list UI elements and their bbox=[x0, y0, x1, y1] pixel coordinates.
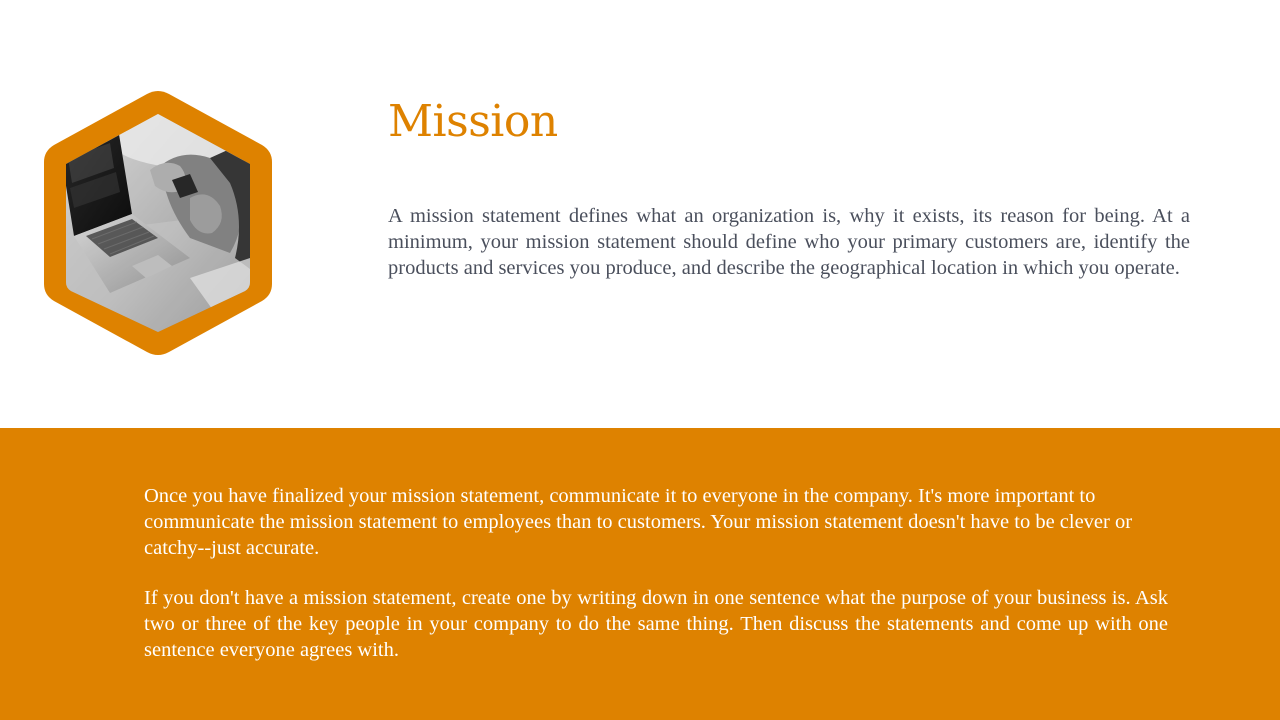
hexagon-laptop-photo bbox=[40, 88, 276, 358]
page-title: Mission bbox=[388, 96, 558, 147]
laptop-photo bbox=[40, 88, 276, 358]
band-paragraph-2: If you don't have a mission statement, create one by writing down in one sentence what the purpose of your business is. Ask two or three of the key people in your company to do the same thing. Then discuss the statements and come up with one sentence everyone agrees with. bbox=[144, 587, 1168, 661]
intro-paragraph: A mission statement defines what an organization is, why it exists, its reason for being. At a minimum, your mission statement should define who your primary customers are, identify the products and services you produce, and describe the geographical location in which you operate. bbox=[388, 205, 1190, 279]
orange-footer-band bbox=[0, 428, 1280, 720]
hexagon-photo-frame bbox=[40, 88, 276, 358]
band-paragraph-1: Once you have finalized your mission statement, communicate it to everyone in the company. It's more important to communicate the mission statement to employees than to customers. Your mission statement doesn't have to be clever or catchy--just accurate. bbox=[144, 485, 1133, 559]
